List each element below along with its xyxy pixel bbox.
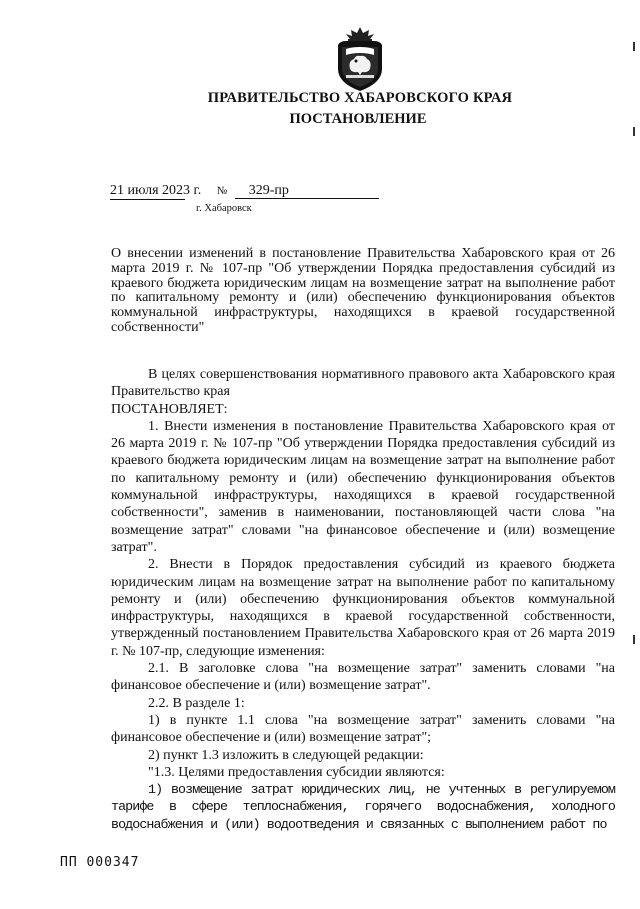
footer-document-code: ПП 000347	[60, 855, 140, 870]
paragraph-2: 2. Внести в Порядок предоставления субсидий из краевого бюджета юридическим лицам на возмещение затрат на выполнение работ по капитальному ремонту и (или) обеспечению функционирования объектов коммунальной инфраструктуры, находящихся в краевой государственной собственности, утвержденный постановлением Правительства Хабаровского края от 26 марта 2019 г. № 107-пр, следующие изменения:	[111, 557, 615, 659]
paragraph-2-2-1: 1) в пункте 1.1 слова "на возмещение затрат" заменить словами "на финансовое обеспечение и (или) возмещение затрат";	[111, 712, 615, 746]
paragraph-2-2: 2.2. В разделе 1:	[148, 695, 245, 711]
document-subject: О внесении изменений в постановление Правительства Хабаровского края от 26 марта 2019 г. № 107-пр "Об утверждении Порядка предоставления субсидий из краевого бюджета юридическим лицам на возмещение затрат на выполнение работ по капитальному ремонту и (или) обеспечению функционирования объектов коммунальной инфраструктуры, находящихся в краевой государственной собственности"	[111, 246, 615, 335]
paragraph-1-3: "1.3. Целями предоставления субсидии являются:	[148, 764, 445, 780]
document-type: ПОСТАНОВЛЕНИЕ	[289, 111, 427, 127]
scan-edge-mark	[633, 127, 635, 136]
scan-edge-mark	[633, 42, 635, 51]
scan-edge-mark	[633, 635, 635, 644]
paragraph-2-1: 2.1. В заголовке слова "на возмещение затрат" заменить словами "на финансовое обеспечение и (или) возмещение затрат".	[111, 661, 615, 694]
coat-of-arms-icon	[332, 25, 388, 93]
government-title: ПРАВИТЕЛЬСТВО ХАБАРОВСКОГО КРАЯ	[207, 90, 513, 106]
number-label: №	[216, 185, 228, 197]
date-number-line	[110, 183, 379, 199]
document-number: 329-пр	[235, 183, 379, 199]
document-body	[111, 366, 615, 833]
coat-of-arms-emblem	[332, 25, 388, 93]
resolves-heading: ПОСТАНОВЛЯЕТ:	[111, 401, 228, 417]
paragraph-1: 1. Внести изменения в постановление Правительства Хабаровского края от 26 марта 2019 г. № 107-пр "Об утверждении Порядка предоставления субсидий из краевого бюджета юридическим лицам на возмещение затрат на выполнение работ по капитальному ремонту и (или) обеспечению функционирования объектов коммунальной инфраструктуры, находящихся в краевой государственной собственности", заменив в наименовании, постановляющей части слова "на возмещение затрат" словами "на финансовое обеспечение и (или) возмещение затрат".	[111, 418, 615, 555]
paragraph-1-3-1: 1) возмещение затрат юридических лиц, не учтенных в регулируемом тарифе в сфере теплоснабжения, горячего водоснабжения, холодного водоснабжения и (или) водоотведения и связанных с выполнением работ по	[111, 782, 615, 832]
date-underline	[110, 199, 185, 200]
city-label: г. Хабаровск	[196, 203, 252, 214]
document-date: 21 июля 2023 г.	[110, 183, 202, 198]
preamble-paragraph: В целях совершенствования нормативного правового акта Хабаровского края Правительство края	[111, 367, 615, 400]
paragraph-2-2-2: 2) пункт 1.3 изложить в следующей редакции:	[148, 747, 424, 763]
